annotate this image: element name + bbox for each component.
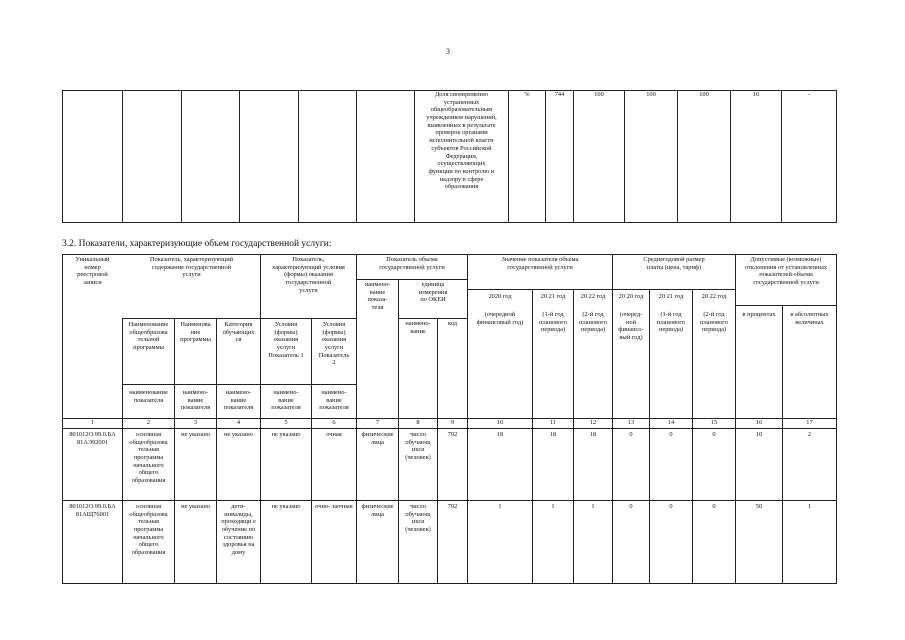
header-indicator-name <box>357 281 398 312</box>
row-indicator: физические лица <box>361 503 394 518</box>
header-content-group-text: Показатель, характеризующий содержание государственной услуги <box>149 256 234 279</box>
row-fee-2021: 0 <box>669 503 673 510</box>
header-year-2020-sub <box>468 311 532 326</box>
table-hline <box>356 279 467 280</box>
header-volume-value-group-text: Значение показателя объема государственной услуги <box>501 256 579 271</box>
row-number: 801012О.99.0.БА 81АЭ92001 <box>69 431 116 446</box>
header-volume-group <box>357 256 467 271</box>
header-fee-2020-text: 20 20 год <box>618 293 644 300</box>
top-value-2020: 100 <box>594 91 604 98</box>
header-indicator-2 <box>175 389 216 412</box>
top-table-vline <box>573 90 574 223</box>
row-condition-1: не указано <box>271 431 301 438</box>
row-number: 801012О.99.0.БА 81АЩ76001 <box>69 503 116 518</box>
row-value-2022: 18 <box>589 431 597 438</box>
header-fee-2020 <box>613 293 649 301</box>
row-category: не указано <box>224 431 253 438</box>
table-vline <box>174 318 175 584</box>
header-okei-name-text: наимено- вание <box>405 320 431 335</box>
col-num: 10 <box>496 419 504 426</box>
header-fee-2022 <box>693 293 735 301</box>
header-indicator-5-text: наимено- вание показателя <box>319 389 349 412</box>
header-year-2020-sub-text: (очередной финансовый год) <box>476 311 524 326</box>
col-num: 3 <box>193 419 198 426</box>
header-category <box>217 321 260 344</box>
header-conditions-group-text: Показатель, характеризующий условия (формы) оказания государственной услуги <box>272 256 345 294</box>
header-okei-unit <box>399 281 467 304</box>
header-fee-2022-text: 20 22 год <box>701 293 727 300</box>
header-year-2022-text: 20 22 год <box>580 293 606 300</box>
row-program: основная общеобразова тельная программа начального общего образования <box>129 503 168 557</box>
header-fee-2020-sub <box>613 311 649 342</box>
row-program: основная общеобразова тельная программа начального общего образования <box>129 431 168 485</box>
header-indicator-4-text: наимено- вание показателя <box>271 389 301 412</box>
table-hline <box>62 500 837 501</box>
header-program-name <box>175 321 216 344</box>
table-hline <box>62 583 837 584</box>
col-num: 12 <box>589 419 597 426</box>
table-hline <box>612 289 735 290</box>
table-vline <box>782 305 783 584</box>
header-condition-1 <box>261 321 311 359</box>
top-2021-cell <box>625 91 677 99</box>
header-fee-2021 <box>650 293 692 301</box>
top-2022-cell <box>678 91 730 99</box>
table-hline <box>122 384 356 385</box>
col-num: 17 <box>806 419 813 426</box>
top-table-vline <box>781 90 782 223</box>
top-value-2022: 100 <box>699 91 709 98</box>
row-condition-1: не указано <box>271 503 301 510</box>
header-in-absolute-text: в абсолютных величинах <box>790 311 829 326</box>
col-num: 14 <box>667 419 675 426</box>
top-table-vline <box>508 90 509 223</box>
top-indicator-name: Доля своевременно устраненных общеобразовательным учреждением нарушений, выявленных в результате проверок органами исполнительной власти субъектов Российской Федерации, осуществляющих функции по контролю и надзору в сфере образования <box>426 91 497 191</box>
header-in-absolute <box>783 311 836 326</box>
table-vline <box>437 318 438 584</box>
col-num: 11 <box>549 419 557 426</box>
header-category-text: Категория обучающих ся <box>222 321 255 344</box>
col-num: 8 <box>416 419 420 426</box>
header-indicator-5 <box>312 389 356 412</box>
table-hline <box>62 428 837 429</box>
top-2020-cell <box>574 91 624 99</box>
col-num: 6 <box>332 419 336 426</box>
header-deviation-group-text: Допустимые (возможные) отклонения от установленных показателей объема государственной услуги <box>744 256 828 287</box>
top-table-vline <box>730 90 731 223</box>
top-indicator-name-cell <box>415 91 508 191</box>
col-num: 16 <box>755 419 763 426</box>
header-year-2021-text: 20 21 год <box>540 293 566 300</box>
col-num: 4 <box>236 419 241 426</box>
header-program-name-text: Наименова ние программы <box>180 321 211 344</box>
row-value-2022: 1 <box>591 503 595 510</box>
header-year-2022-sub-text: (2-й год планового периода) <box>579 311 607 334</box>
row-dev-absolute: 1 <box>807 503 812 510</box>
top-unit: % <box>524 91 530 98</box>
top-dev-abs-cell <box>782 91 836 99</box>
row-dev-percent: 50 <box>755 503 763 510</box>
row-value-2021: 18 <box>549 431 557 438</box>
table-hline <box>467 289 612 290</box>
row-value-2020: 1 <box>498 503 502 510</box>
top-deviation-percent: 10 <box>752 91 760 98</box>
header-year-2021 <box>533 293 573 301</box>
header-year-2022 <box>574 293 612 301</box>
header-indicator-1-text: наименование показателя <box>129 389 168 404</box>
header-fee-group-text: Среднегодовой размер платы (цена, тариф) <box>643 256 705 271</box>
row-unit: число обучающ ихся (человек) <box>405 431 431 462</box>
table-hline <box>122 318 356 319</box>
header-okei-unit-text: единица измерения по ОКЕИ <box>418 281 448 304</box>
header-year-2020-text: 2020 год <box>488 293 512 300</box>
top-table-vline <box>62 90 63 223</box>
table-hline <box>398 318 467 319</box>
header-okei-code-text: код <box>447 320 458 327</box>
header-condition-2-text: Условия (формы) оказания услуги Показатель 2 <box>318 321 350 367</box>
header-content-group <box>123 256 260 279</box>
header-fee-2021-sub <box>650 311 692 334</box>
col-num: 1 <box>90 419 95 426</box>
top-deviation-absolute: - <box>807 91 811 98</box>
table-vline <box>836 254 837 584</box>
header-in-percent-text: в процентах <box>742 311 776 318</box>
table-hline <box>735 305 837 306</box>
row-fee-2020: 0 <box>629 503 633 510</box>
header-program <box>123 321 174 352</box>
header-year-2020 <box>468 293 532 301</box>
row-unit: число обучающ ихся (человек) <box>405 503 431 534</box>
top-code-cell <box>546 91 573 99</box>
row-indicator: физические лица <box>361 431 394 446</box>
table-hline <box>62 254 837 255</box>
header-volume-value-group <box>468 256 612 271</box>
row-code: 792 <box>447 503 458 510</box>
header-year-2022-sub <box>574 311 612 334</box>
header-condition-1-text: Условия (формы) оказания услуги Показатель 1 <box>268 321 304 359</box>
row-value-2020: 18 <box>496 431 504 438</box>
header-indicator-3-text: наимено- вание показателя <box>223 389 254 412</box>
top-table-vline <box>239 90 240 223</box>
col-num: 7 <box>375 419 380 426</box>
header-year-2021-sub-text: (1-й год планового периода) <box>539 311 567 334</box>
row-category: дети- инвалиды, проходящи е обучение по состоянию здоровья на дому <box>221 503 256 557</box>
header-fee-group <box>613 256 735 271</box>
header-fee-2020-sub-text: (очеред- ной финансо- вый год) <box>618 311 644 342</box>
header-indicator-name-text: наимено- вание показа- теля <box>364 281 391 312</box>
top-code: 744 <box>554 91 565 98</box>
row-fee-2022: 0 <box>712 431 716 438</box>
header-fee-2022-sub-text: (2-й год планового периода) <box>700 311 728 334</box>
row-condition-2: очная <box>326 431 342 438</box>
row-value-2021: 1 <box>551 503 555 510</box>
top-table-vline <box>298 90 299 223</box>
section-title: 3.2. Показатели, характеризующие объем государственной услуги: <box>62 239 332 249</box>
top-table-vline <box>545 90 546 223</box>
row-fee-2022: 0 <box>712 503 716 510</box>
row-program-name: не указано <box>181 503 210 510</box>
top-table-border-bottom <box>62 222 837 223</box>
header-deviation-group <box>736 256 836 287</box>
row-code: 792 <box>447 431 458 438</box>
header-year-2021-sub <box>533 311 573 334</box>
row-dev-absolute: 2 <box>807 431 812 438</box>
header-unique-number-text: Уникальный номер реестровой записи <box>75 256 110 287</box>
header-unique-number <box>63 256 122 287</box>
header-indicator-1 <box>123 389 174 404</box>
col-num: 13 <box>627 419 635 426</box>
top-table-vline <box>122 90 123 223</box>
col-num: 15 <box>710 419 718 426</box>
top-dev-percent-cell <box>731 91 781 99</box>
top-table-vline <box>624 90 625 223</box>
top-table-vline <box>181 90 182 223</box>
header-fee-2022-sub <box>693 311 735 334</box>
row-fee-2021: 0 <box>669 431 673 438</box>
header-fee-2021-sub-text: (1-й год планового периода) <box>657 311 685 334</box>
col-num: 2 <box>146 419 151 426</box>
header-volume-group-text: Показатель объема государственной услуги <box>379 256 445 271</box>
header-okei-code <box>438 320 467 328</box>
row-condition-2: очно- заочная <box>315 503 353 510</box>
col-num: 5 <box>284 419 288 426</box>
header-indicator-3 <box>217 389 260 412</box>
top-table-vline <box>356 90 357 223</box>
top-table-vline <box>836 90 837 223</box>
row-fee-2020: 0 <box>629 431 633 438</box>
header-conditions-group <box>261 256 356 294</box>
header-program-text: Наименование общеобразова тельной программы <box>128 321 169 352</box>
top-value-2021: 100 <box>646 91 656 98</box>
row-dev-percent: 10 <box>755 431 763 438</box>
page-number: 3 <box>446 47 450 56</box>
header-condition-2 <box>312 321 356 367</box>
row-program-name: не указано <box>181 431 210 438</box>
top-unit-cell <box>509 91 545 99</box>
top-table-vline <box>677 90 678 223</box>
header-indicator-4 <box>261 389 311 412</box>
header-indicator-2-text: наимено- вание показателя <box>180 389 211 412</box>
header-okei-name <box>399 320 437 335</box>
header-fee-2021-text: 20 21 год <box>658 293 684 300</box>
header-in-percent <box>736 311 782 319</box>
col-num: 9 <box>450 419 455 426</box>
